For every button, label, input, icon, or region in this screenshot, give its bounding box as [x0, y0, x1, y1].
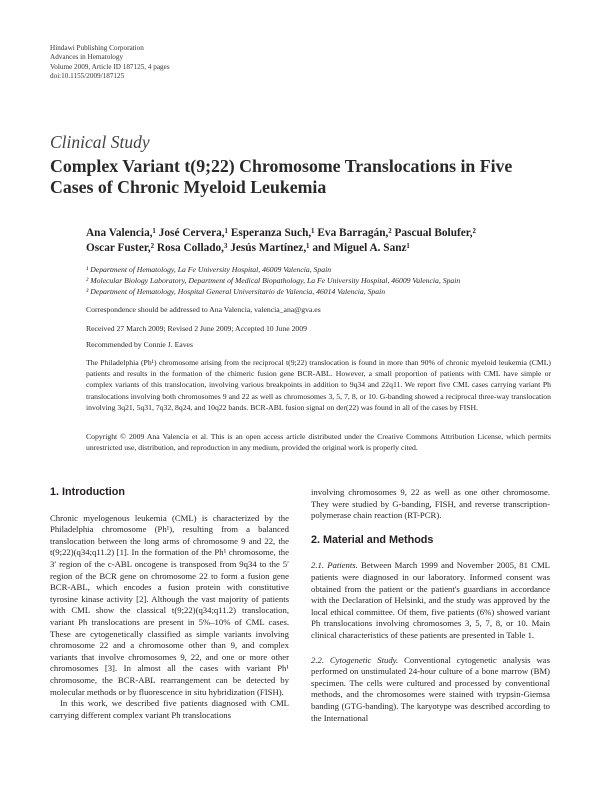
article-type: Clinical Study	[50, 132, 150, 152]
affiliation-1: ¹ Department of Hematology, La Fe University Hospital, 46009 Valencia, Spain	[86, 265, 332, 274]
affiliation-2: ² Molecular Biology Laboratory, Department of Medical Biopathology, La Fe University Hospital, 46009 Valencia, Spain	[86, 276, 461, 286]
received-dates: Received 27 March 2009; Revised 2 June 2009; Accepted 10 June 2009	[86, 324, 307, 333]
affiliation-3: ³ Department of Hematology, Hospital General Universitario de Valencia, 46014 Valencia, Spain	[86, 287, 386, 297]
introduction-heading: 1. Introduction	[50, 486, 125, 498]
cytogenetic-paragraph	[311, 655, 550, 725]
patients-text: Between March 1999 and November 2005, 81 CML patients were diagnosed in our laboratory. Informed consent was obtained from the patient or the patient's guardians in accordance with the Declaration of Helsinki, and the study was approved by the local ethical committee. Of them, five patients (6%) showed variant Ph translocations involving chromosomes 3, 5, 7, 8, or 10. Main clinical characteristics of these patients are presented in Table 1.	[311, 560, 550, 640]
left-column	[50, 487, 289, 721]
cytogenetic-label: 2.2. Cytogenetic Study.	[311, 654, 399, 665]
right-column	[311, 487, 550, 724]
journal-name: Advances in Hematology	[50, 53, 124, 62]
volume-line: Volume 2009, Article ID 187125, 4 pages	[50, 62, 170, 71]
doi-line: doi:10.1155/2009/187125	[50, 72, 125, 81]
methods-heading: 2. Material and Methods	[311, 533, 434, 546]
intro-paragraph-2: In this work, we described five patients diagnosed with CML carrying different complex variant Ph translocations	[50, 698, 289, 720]
article-title: Complex Variant t(9;22) Chromosome Translocations in Five Cases of Chronic Myeloid Leukemia	[50, 156, 513, 197]
journal-header	[50, 44, 170, 82]
publisher-line: Hindawi Publishing Corporation	[50, 44, 144, 52]
cytogenetic-text: Conventional cytogenetic analysis was performed on unstimulated 24-hour culture of a bone marrow (BM) specimen. The cells were cultured and processed by conventional methods, and the chromosomes were stained with trypsin-Giemsa banding (GTG-banding). The karyotype was described according to the International	[311, 654, 550, 723]
intro-continuation: involving chromosomes 9, 22 as well as one other chromosome. They were studied by G-banding, FISH, and reverse transcription-polymerase chain reaction (RT-PCR).	[311, 487, 550, 521]
patients-paragraph	[311, 560, 550, 641]
intro-paragraph-1: Chronic myelogenous leukemia (CML) is characterized by the Philadelphia chromosome (Ph¹), resulting from a balanced translocation between the long arms of chromosome 9 and 22, the t(9;22)(q34;q11.2) [1]. In the formation of the Ph¹ chromosome, the 3′ region of the c-ABL oncogene is transposed from 9q34 to the 5′ region of the BCR gene on chromosome 22 to form a fusion gene BCR-ABL, which encodes a fusion protein with constitutive tyrosine kinase activity [2]. Although the vast majority of patients with CML show the classical t(9;22)(q34;q11.2) translocation, variant Ph translocations are present in 5%–10% of CML cases. These are cytogenetically classified as simple variants involving chromosome 22 and a chromosome other than 9, and complex variants that involve chromosomes 9, 22, and one or more other chromosomes [3]. In almost all the cases with variant Ph¹ chromosome, the BCR-ABL rearrangement can be detected by molecular methods or by fluorescence in situ hybridization (FISH).	[50, 512, 289, 697]
copyright-notice: Copyright © 2009 Ana Valencia et al. This is an open access article distributed under the Creative Commons Attribution License, which permits unrestricted use, distribution, and reproduction in any medium, provided the original work is properly cited.	[86, 432, 551, 453]
recommended-by: Recommended by Connie J. Eaves	[86, 340, 193, 349]
patients-label: 2.1. Patients.	[311, 560, 358, 571]
authors-line-2: Oscar Fuster,² Rosa Collado,³ Jesús Martínez,¹ and Miguel A. Sanz¹	[86, 241, 410, 254]
authors-line-1: Ana Valencia,¹ José Cervera,¹ Esperanza Such,¹ Eva Barragán,² Pascual Bolufer,²	[86, 227, 476, 239]
affiliations	[86, 264, 551, 298]
correspondence: Correspondence should be addressed to Ana Valencia, valencia_ana@gva.es	[86, 305, 321, 314]
abstract: The Philadelphia (Ph¹) chromosome arising from the reciprocal t(9;22) translocation is found in more than 90% of chronic myeloid leukemia (CML) patients and results in the formation of the chimeric fusion gene BCR-ABL. However, a small proportion of patients with CML have simple or complex variants of this translocation, involving various breakpoints in addition to 9q34 and 22q11. We report five CML cases carrying variant Ph translocations involving both chromosomes 9 and 22 as well as chromosomes 3, 5, 7, 8, or 10. G-banding showed a reciprocal three-way translocation involving 3q21, 5q31, 7q32, 8q24, and 10q22 bands. BCR-ABL fusion signal on der(22) was found in all of the cases by FISH.	[86, 358, 551, 412]
author-list	[86, 226, 556, 255]
